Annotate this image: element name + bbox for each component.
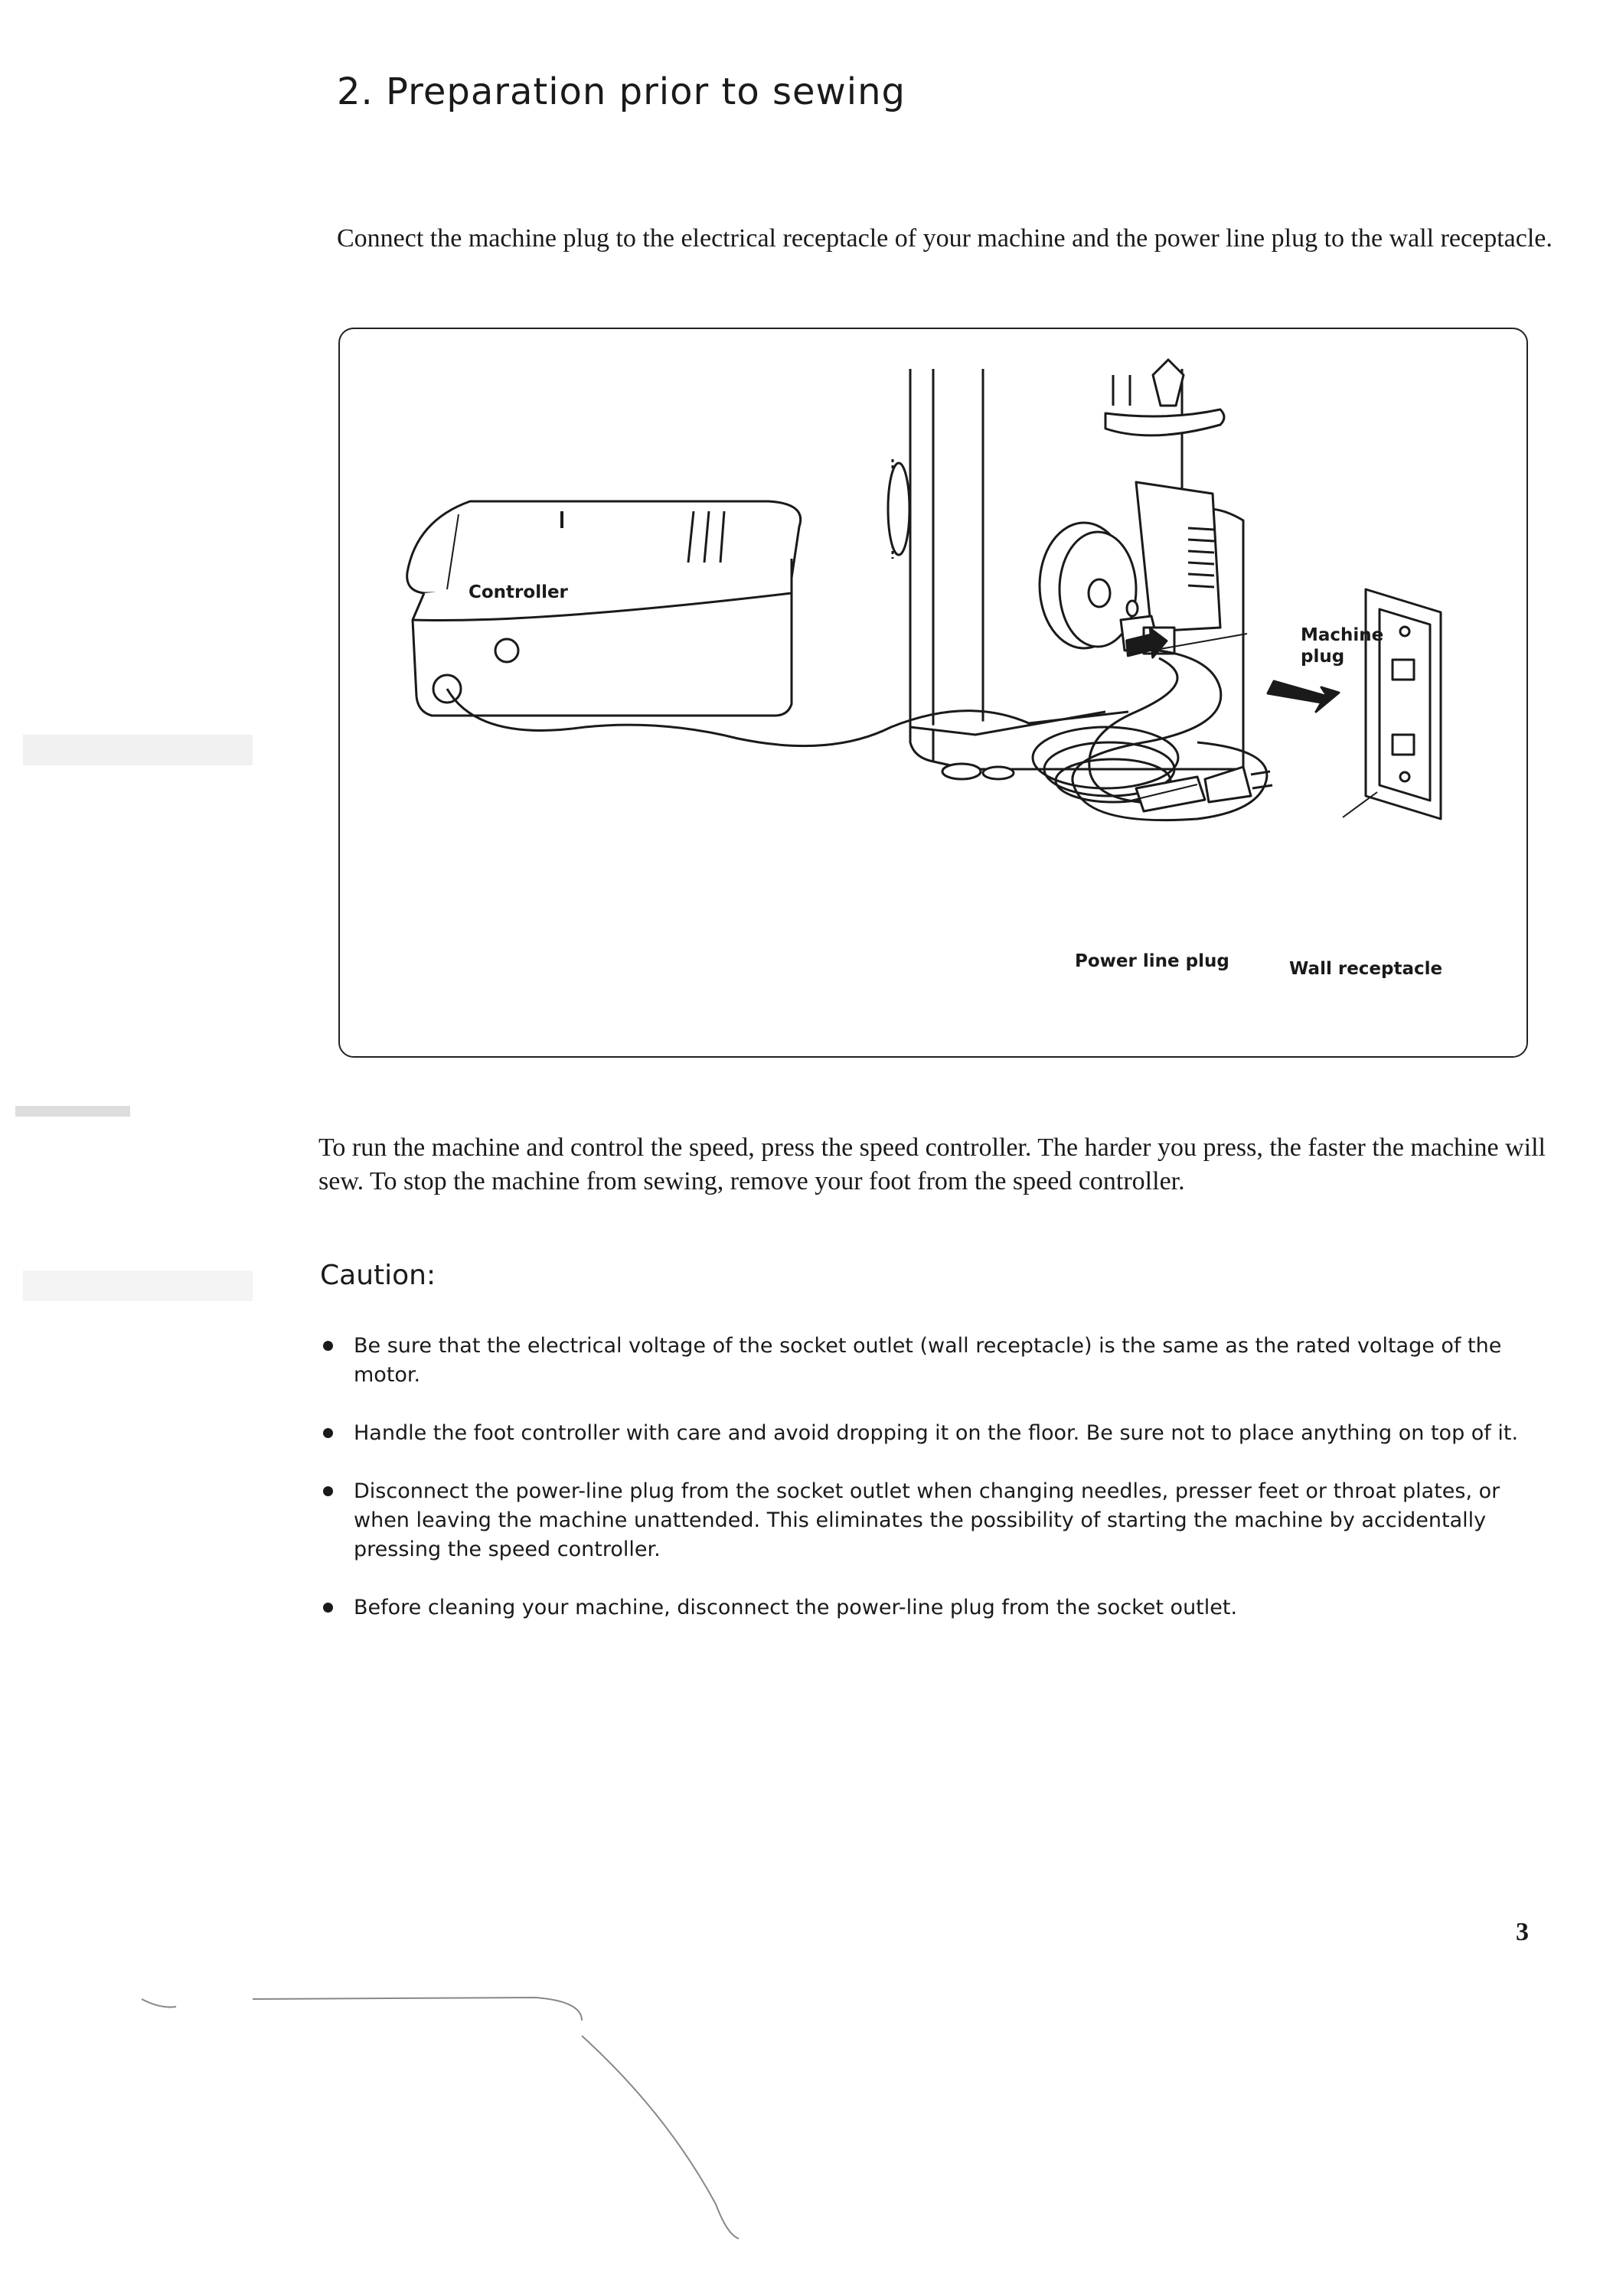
caution-item-text: Before cleaning your machine, disconnect the power-line plug from the socket outlet. [354,1596,1238,1619]
wall-receptacle-drawing [1366,589,1441,819]
intro-paragraph: Connect the machine plug to the electrical receptacle of your machine and the power line plug to the wall receptacle. [337,224,1553,253]
machine-plug-label-line2: plug [1301,647,1345,667]
caution-heading: Caution: [320,1260,436,1291]
power-line-plug-label: Power line plug [1075,951,1229,971]
bullet-icon [323,1428,333,1438]
machine-plug-label-line1: Machine [1301,625,1384,645]
caution-item [320,1332,1537,1390]
caution-item [320,1419,1537,1448]
caution-item-text: Handle the foot controller with care and avoid dropping it on the floor. Be sure not to place anything on top of it. [354,1421,1519,1445]
setup-illustration [338,328,1528,1058]
power-line-plug-drawing [1136,767,1272,811]
bullet-icon [323,1341,333,1351]
caution-item-text: Be sure that the electrical voltage of the socket outlet (wall receptacle) is the same as the rated voltage of the motor. [354,1334,1502,1387]
wall-receptacle-leader-line [1343,792,1377,817]
sewing-machine-setup-drawing [340,329,1530,1059]
foot-controller-drawing [407,501,801,716]
instruction-paragraph: To run the machine and control the speed, press the speed controller. The harder you press, the faster the machine will sew. To stop the machine from sewing, remove your foot from the speed controller. [318,1133,1546,1195]
caution-item-text: Disconnect the power-line plug from the socket outlet when changing needles, presser feet or throat plates, or when leaving the machine unattended. This eliminates the possibility of starting the machine by accidentally pressing the speed controller. [354,1479,1500,1561]
controller-label: Controller [469,582,568,602]
caution-item [320,1593,1537,1623]
machine-plug-label [1301,625,1383,667]
bullet-icon [323,1486,333,1496]
section-title: 2. Preparation prior to sewing [337,70,906,113]
wall-receptacle-label: Wall receptacle [1289,959,1443,979]
caution-item [320,1477,1537,1564]
sewing-machine-drawing [888,360,1243,779]
page-number: 3 [1516,1918,1529,1946]
bullet-icon [323,1603,333,1613]
caution-list [320,1332,1537,1652]
